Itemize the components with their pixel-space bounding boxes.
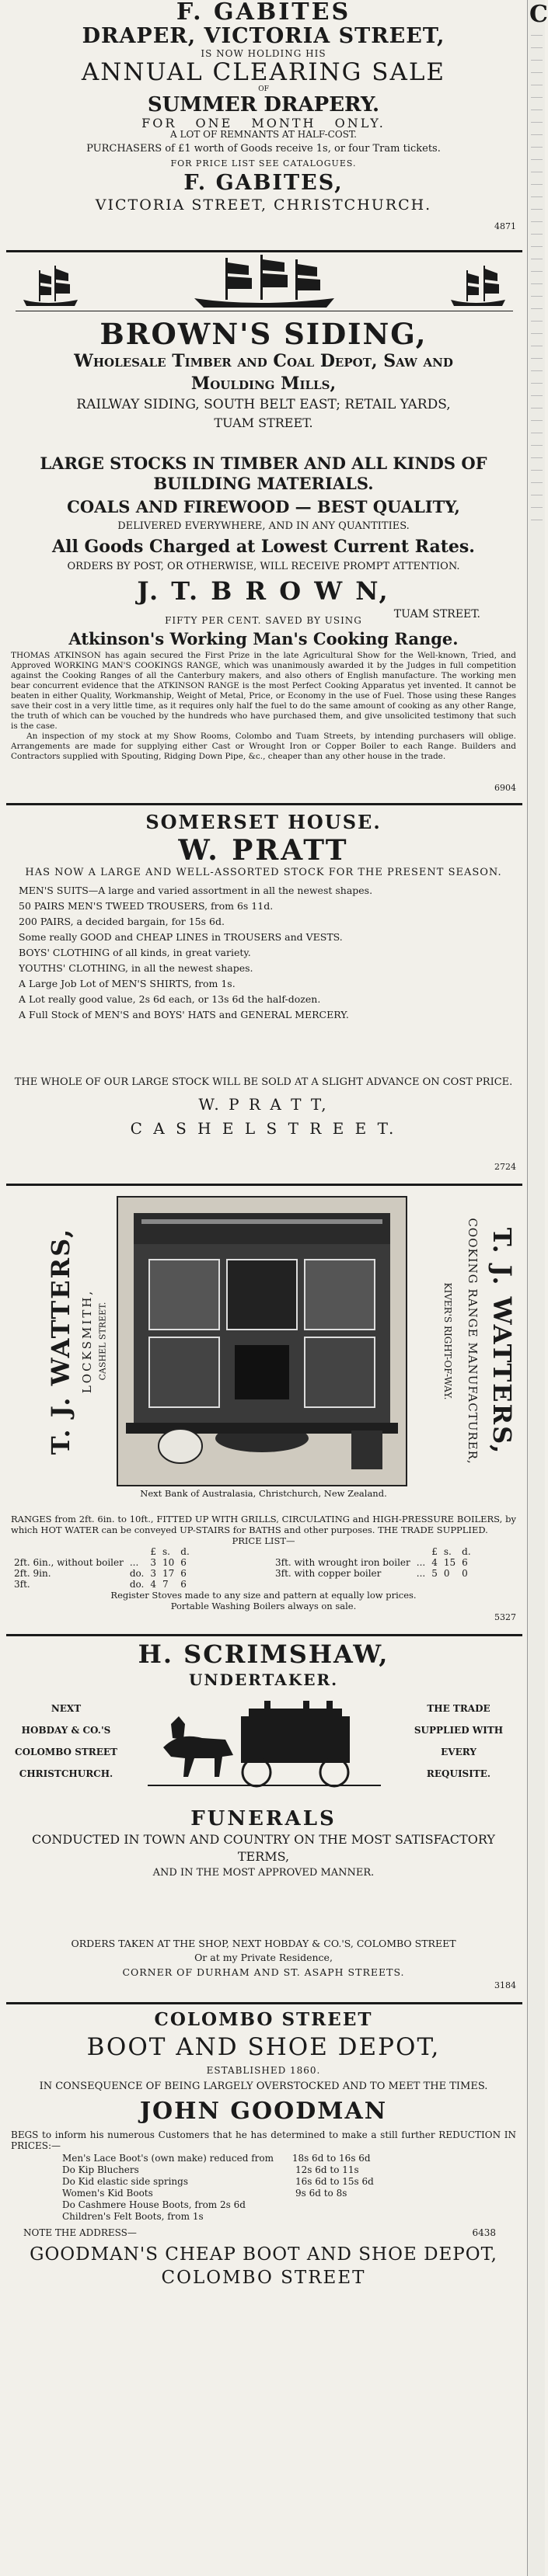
watters-right-sub: KIVER'S RIGHT-OF-WAY. bbox=[442, 1282, 453, 1400]
watters-right-name: T. J. WATTERS, bbox=[487, 1227, 517, 1455]
atkinson-body: THOMAS ATKINSON has again secured the First Prize in the late Agricultural Show for the Well-known, Tried, and Approved WORKING MAN'S COOKINGS RANGE, which was unanimously awarded it by the Judges in full competition against the Cooking Ranges of all the Canterbury makers, and also others of English manufacture. The working men bear concurrent evidence that the ATKINSON RANGE is the most Perfect Cooking Apparatus yet invented. It cannot be beaten in either Quality, Workmanship, Weight of Metal, Price, or Economy in the use of Fuel. Those using these Ranges save their cost in a very little time, as it requires only half the fuel to do the same amount of cooking as any other Range, the truth of which can be vouched by the hundreds who have purchased them, and give unsolicited testimony that such is the case. bbox=[11, 651, 516, 731]
watters-ad-lower bbox=[0, 1514, 527, 1631]
table-row: 2ft. 6in., without boiler ... 3 10 6 bbox=[14, 1557, 187, 1568]
cooking-range-icon bbox=[118, 1198, 406, 1485]
goodman-established: ESTABLISHED 1860. bbox=[206, 2065, 321, 2076]
right-line: EVERY bbox=[441, 1747, 476, 1757]
atkinson-ref: 6904 bbox=[494, 783, 516, 793]
hearse-illustration bbox=[148, 1701, 381, 1794]
brown-charged: All Goods Charged at Lowest Current Rates. bbox=[52, 537, 475, 557]
list-item: Men's Lace Boot's (own make) reduced from 18s 6d to 16s 6d bbox=[62, 2153, 371, 2164]
hearse-icon bbox=[148, 1701, 381, 1794]
watters-ref: 5327 bbox=[494, 1612, 516, 1622]
list-item: A Large Job Lot of MEN'S SHIRTS, from 1s. bbox=[19, 978, 236, 989]
currency-pence: d. bbox=[462, 1546, 471, 1557]
goodman-name: JOHN GOODMAN bbox=[139, 2098, 388, 2125]
brown-signature: J. T. B R O W N, bbox=[137, 576, 390, 606]
cropped-glyph: C bbox=[529, 1, 548, 28]
scrimshaw-ref: 3184 bbox=[494, 1980, 516, 1990]
gabites-ref: 4871 bbox=[494, 221, 516, 231]
currency-shillings: s. bbox=[443, 1546, 452, 1557]
price-table-right bbox=[272, 1546, 474, 1579]
gabites-remnants: A LOT OF REMNANTS AT HALF-COST. bbox=[170, 129, 357, 140]
watters-left-trade: LOCKSMITH, bbox=[80, 1288, 94, 1394]
list-item: Do Kip Bluchers 12s 6d to 11s bbox=[62, 2164, 359, 2175]
watters-ad bbox=[0, 1190, 527, 1516]
scrimshaw-orders: ORDERS TAKEN AT THE SHOP, NEXT HOBDAY & CO.'S, COLOMBO STREET bbox=[71, 1938, 456, 1949]
right-line: SUPPLIED WITH bbox=[414, 1725, 504, 1736]
price-table-left bbox=[11, 1546, 193, 1590]
list-item: A Full Stock of MEN'S and BOYS' HATS and GENERAL MERCERY. bbox=[19, 1009, 349, 1020]
brown-sig-street: TUAM STREET. bbox=[393, 608, 480, 621]
currency-pounds: £ bbox=[431, 1546, 438, 1557]
list-item: Women's Kid Boots 9s 6d to 8s bbox=[62, 2188, 347, 2199]
brown-line3: RAILWAY SIDING, SOUTH BELT EAST; RETAIL YARDS, bbox=[76, 397, 451, 412]
pratt-name: W. PRATT bbox=[178, 834, 349, 867]
pratt-ref: 2724 bbox=[494, 1162, 516, 1172]
watters-price-table bbox=[0, 1546, 527, 1590]
gabites-summer: SUMMER DRAPERY. bbox=[147, 93, 380, 116]
list-item: A Lot really good value, 2s 6d each, or 13s 6d the half-dozen. bbox=[19, 993, 321, 1005]
atkinson-title: Atkinson's Working Man's Cooking Range. bbox=[68, 629, 459, 648]
table-row: 3ft. do. 4 7 6 bbox=[14, 1579, 187, 1590]
divider bbox=[6, 1634, 522, 1636]
divider bbox=[6, 803, 522, 805]
pratt-house: SOMERSET HOUSE. bbox=[145, 811, 382, 833]
divider bbox=[6, 250, 522, 252]
gabites-duration: FOR ONE MONTH ONLY. bbox=[141, 116, 386, 130]
table-row: 2ft. 9in. do. 3 17 6 bbox=[14, 1568, 187, 1579]
brown-delivered: DELIVERED EVERYWHERE, AND IN ANY QUANTITIES. bbox=[117, 520, 410, 532]
list-item: Do Cashmere House Boots, from 2s 6d bbox=[62, 2199, 246, 2210]
currency-pence: d. bbox=[180, 1546, 190, 1557]
pratt-items bbox=[0, 878, 527, 1023]
list-item: 50 PAIRS MEN'S TWEED TROUSERS, from 6s 11d. bbox=[19, 900, 274, 912]
gabites-of: OF bbox=[258, 85, 269, 93]
brown-line2: Moulding Mills, bbox=[190, 374, 337, 394]
pratt-whole: THE WHOLE OF OUR LARGE STOCK WILL BE SOLD AT A SLIGHT ADVANCE ON COST PRICE. bbox=[14, 1076, 513, 1088]
list-item: YOUTHS' CLOTHING, in all the newest shapes. bbox=[19, 962, 253, 974]
goodman-ad bbox=[0, 2007, 527, 2574]
goodman-depot: BOOT AND SHOE DEPOT, bbox=[86, 2033, 441, 2061]
watters-ranges: RANGES from 2ft. 6in. to 10ft., FITTED UP WITH GRILLS, CIRCULATING and HIGH-PRESSURE BOILERS, by which HOT WATER can be conveyed UP-STAIRS for BATHS and other purposes. THE TRADE SUPPLIED. bbox=[11, 1514, 516, 1535]
goodman-colombo: COLOMBO STREET bbox=[154, 2009, 373, 2030]
list-item: Do Kid elastic side springs 16s 6d to 15s 6d bbox=[62, 2176, 374, 2187]
watters-portable: Portable Washing Boilers always on sale. bbox=[170, 1601, 357, 1611]
scrimshaw-ad-lower bbox=[0, 1937, 527, 1999]
list-item: MEN'S SUITS—A large and varied assortment in all the newest shapes. bbox=[19, 885, 373, 896]
watters-left-street: CASHEL STREET. bbox=[97, 1302, 108, 1381]
watters-next-bank: Next Bank of Australasia, Christchurch, New Zealand. bbox=[140, 1488, 387, 1499]
currency-shillings: s. bbox=[162, 1546, 170, 1557]
gabites-ad bbox=[0, 0, 527, 128]
left-line: COLOMBO STREET bbox=[15, 1747, 117, 1757]
scrimshaw-funerals: FUNERALS bbox=[190, 1807, 337, 1830]
scrimshaw-approved: AND IN THE MOST APPROVED MANNER. bbox=[152, 1867, 375, 1879]
sailing-ships-icon bbox=[0, 255, 527, 317]
watters-right-trade: COOKING RANGE MANUFACTURER, bbox=[466, 1218, 480, 1465]
brown-line1: Wholesale Timber and Coal Depot, Saw and bbox=[74, 351, 453, 371]
gabites-address-bottom: VICTORIA STREET, CHRISTCHURCH. bbox=[95, 196, 432, 214]
table-row: 3ft. with wrought iron boiler ... 4 15 6 bbox=[275, 1557, 468, 1568]
scrimshaw-left-block bbox=[8, 1698, 124, 1785]
pratt-ad-lower bbox=[0, 1075, 527, 1176]
right-line: THE TRADE bbox=[427, 1703, 490, 1714]
brown-ad bbox=[0, 318, 527, 452]
scrimshaw-residence: Or at my Private Residence, bbox=[194, 1952, 333, 1963]
scrimshaw-trade: UNDERTAKER. bbox=[188, 1670, 339, 1689]
goodman-items bbox=[0, 2151, 527, 2223]
goodman-note-row bbox=[0, 2223, 527, 2243]
goodman-ref: 6438 bbox=[472, 2227, 496, 2238]
watters-price-head: PRICE LIST— bbox=[232, 1535, 295, 1546]
table-row: 3ft. with copper boiler ... 5 0 0 bbox=[275, 1568, 468, 1579]
watters-left-panel bbox=[14, 1198, 107, 1485]
ships-illustration bbox=[0, 255, 527, 317]
divider bbox=[6, 1184, 522, 1186]
gabites-address: DRAPER, VICTORIA STREET, bbox=[82, 24, 445, 48]
cooking-range-illustration bbox=[117, 1196, 407, 1486]
atkinson-fifty: FIFTY PER CENT. SAVED BY USING bbox=[165, 615, 362, 626]
pratt-sig-street: C A S H E L S T R E E T. bbox=[130, 1119, 397, 1138]
scrimshaw-middle bbox=[0, 1690, 527, 1806]
scrimshaw-name: H. SCRIMSHAW, bbox=[138, 1639, 389, 1669]
watters-right-panel bbox=[412, 1198, 521, 1485]
left-line: NEXT bbox=[51, 1703, 82, 1714]
brown-title: BROWN'S SIDING, bbox=[99, 317, 428, 351]
gabites-purchasers: PURCHASERS of £1 worth of Goods receive 1s, or four Tram tickets. bbox=[86, 143, 441, 155]
list-item: 200 PAIRS, a decided bargain, for 15s 6d. bbox=[19, 916, 225, 927]
brown-stocks: LARGE STOCKS IN TIMBER AND ALL KINDS OF BUILDING MATERIALS. bbox=[40, 454, 487, 493]
list-item: Some really GOOD and CHEAP LINES in TROUSERS and VESTS. bbox=[19, 931, 343, 943]
gabites-name: F. GABITES bbox=[176, 0, 351, 26]
list-item: Children's Felt Boots, from 1s bbox=[62, 2211, 204, 2222]
goodman-colombo-bottom: COLOMBO STREET bbox=[161, 2268, 366, 2288]
watters-left-name: T. J. WATTERS, bbox=[46, 1227, 75, 1455]
scrimshaw-conducted: CONDUCTED IN TOWN AND COUNTRY ON THE MOST SATISFACTORY TERMS, bbox=[32, 1832, 495, 1864]
scrimshaw-right-block bbox=[396, 1698, 521, 1785]
atkinson-inspection: An inspection of my stock at my Show Rooms, Colombo and Tuam Streets, by intending purchasers will oblige. Arrangements are made for supplying either Cast or Wrought Iron or Copper Boiler to each Range. Builders and Contractors supplied with Spouting, Ridging Down Pipe, &c., cheaper than any other house in the trade. bbox=[11, 732, 516, 761]
pratt-intro: HAS NOW A LARGE AND WELL-ASSORTED STOCK FOR THE PRESENT SEASON. bbox=[25, 867, 502, 878]
brown-line4: TUAM STREET. bbox=[214, 415, 313, 430]
watters-register: Register Stoves made to any size and pattern at equally low prices. bbox=[110, 1590, 417, 1601]
gabites-holding: IS NOW HOLDING HIS bbox=[201, 48, 326, 59]
brown-coals: COALS AND FIREWOOD — BEST QUALITY, bbox=[67, 497, 460, 516]
pratt-ad bbox=[0, 811, 527, 1075]
currency-pounds: £ bbox=[150, 1546, 156, 1557]
adjacent-column-strip bbox=[527, 0, 548, 2576]
goodman-begs: BEGS to inform his numerous Customers that he has determined to make a still further REDUCTION IN PRICES:— bbox=[11, 2129, 516, 2151]
scrimshaw-ad bbox=[0, 1639, 527, 1934]
gabites-ad-lower bbox=[0, 128, 527, 238]
gabites-sale: ANNUAL CLEARING SALE bbox=[81, 58, 446, 86]
divider bbox=[6, 2002, 522, 2004]
left-line: CHRISTCHURCH. bbox=[19, 1768, 113, 1779]
right-line: REQUISITE. bbox=[426, 1768, 491, 1779]
goodman-cheap: GOODMAN'S CHEAP BOOT AND SHOE DEPOT, bbox=[30, 2244, 497, 2265]
scrimshaw-corner: CORNER OF DURHAM AND ST. ASAPH STREETS. bbox=[122, 1966, 405, 1978]
goodman-note: NOTE THE ADDRESS— bbox=[23, 2227, 137, 2238]
gabites-name-bottom: F. GABITES, bbox=[183, 171, 344, 195]
atkinson-ad bbox=[0, 614, 527, 797]
pratt-sig-name: W. P R A T T, bbox=[198, 1095, 329, 1114]
gabites-price-list: FOR PRICE LIST SEE CATALOGUES. bbox=[170, 158, 357, 169]
brown-orders: ORDERS BY POST, OR OTHERWISE, WILL RECEIVE PROMPT ATTENTION. bbox=[67, 561, 460, 572]
list-item: BOYS' CLOTHING of all kinds, in great variety. bbox=[19, 947, 251, 958]
left-line: HOBDAY & CO.'S bbox=[21, 1725, 111, 1736]
goodman-consequence: IN CONSEQUENCE OF BEING LARGELY OVERSTOCKED AND TO MEET THE TIMES. bbox=[39, 2081, 488, 2092]
